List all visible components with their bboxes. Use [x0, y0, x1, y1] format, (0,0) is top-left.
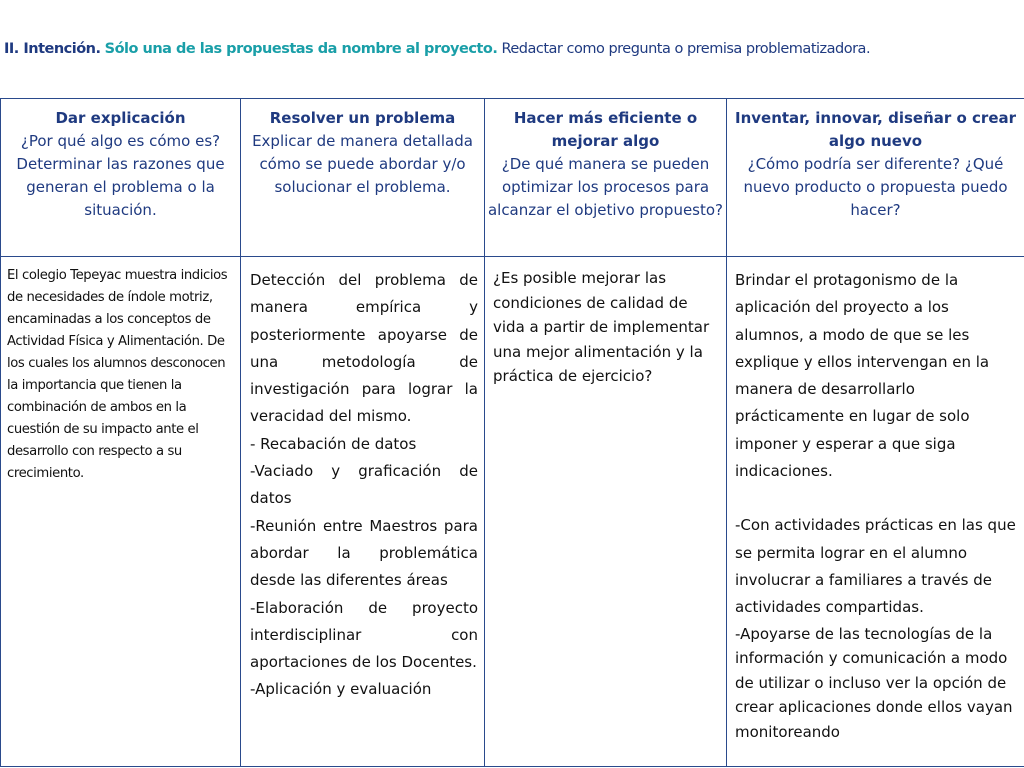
cell-problem-solving: [241, 257, 485, 767]
cell-intro: Detección del problema de manera empírica y posteriormente apoyarse de una metodología de investigación para lograr la veracidad del mismo.: [250, 271, 478, 426]
paragraph-spacer: [735, 485, 1018, 512]
column-title: Dar explicación: [55, 109, 186, 127]
cell-improvement: [485, 257, 727, 767]
list-item: -Elaboración de proyecto interdisciplinar con aportaciones de los Docentes.: [250, 598, 478, 672]
list-item: -Con actividades prácticas en las que se permita lograr en el alumno involucrar a familiares a través de actividades compartidas.: [735, 516, 1016, 617]
column-title: Resolver un problema: [269, 109, 456, 127]
list-item: -Reunión entre Maestros para abordar la problemática desde las diferentes áreas: [250, 516, 478, 590]
column-header-explain: [1, 99, 241, 257]
heading-accent: Sólo una de las propuestas da nombre al proyecto.: [104, 41, 498, 57]
list-item: -Vaciado y graficación de datos: [250, 462, 478, 508]
list-item: - Recabación de datos: [250, 434, 417, 453]
cell-explanation: [1, 257, 241, 767]
column-header-solve: [241, 99, 485, 257]
cell-innovation: [727, 257, 1024, 767]
column-description: Explicar de manera detallada cómo se puede abordar y/o solucionar el problema.: [252, 132, 473, 196]
list-item: -Aplicación y evaluación: [250, 680, 432, 699]
heading-instruction: Redactar como pregunta o premisa problematizadora.: [501, 41, 871, 57]
column-header-improve: [485, 99, 727, 257]
column-header-invent: [727, 99, 1024, 257]
table-body-row: [1, 257, 1024, 767]
cell-text: ¿Es posible mejorar las condiciones de calidad de vida a partir de implementar una mejor alimentación y la práctica de ejercicio?: [493, 269, 710, 385]
column-description: ¿Cómo podría ser diferente? ¿Qué nuevo producto o propuesta puedo hacer?: [743, 155, 1008, 219]
column-description: ¿De qué manera se pueden optimizar los procesos para alcanzar el objetivo propuesto?: [487, 155, 724, 219]
section-heading: [4, 41, 1020, 57]
column-title: Inventar, innovar, diseñar o crear algo nuevo: [734, 109, 1017, 150]
cell-intro: Brindar el protagonismo de la aplicación del proyecto a los alumnos, a modo de que se les explique y ellos intervengan en la manera de desarrollarlo prácticamente en lugar de solo imponer y esperar a que siga indicaciones.: [735, 271, 990, 481]
list-item: -Apoyarse de las tecnologías de la información y comunicación a modo de utilizar o incluso ver la opción de crear aplicaciones donde ellos vayan monitoreando: [735, 624, 1013, 741]
table-header-row: [1, 99, 1024, 257]
column-title: Hacer más eficiente o mejorar algo: [513, 109, 698, 150]
column-description: ¿Por qué algo es cómo es? Determinar las razones que generan el problema o la situación.: [16, 132, 225, 219]
intention-table: [0, 98, 1024, 767]
heading-lead: II. Intención.: [4, 41, 101, 57]
cell-text: El colegio Tepeyac muestra indicios de necesidades de índole motriz, encaminadas a los conceptos de Actividad Física y Alimentación. De los cuales los alumnos desconocen la importancia que tienen la combinación de ambos en la cuestión de su impacto ante el desarrollo con respecto a su crecimiento.: [7, 268, 228, 481]
